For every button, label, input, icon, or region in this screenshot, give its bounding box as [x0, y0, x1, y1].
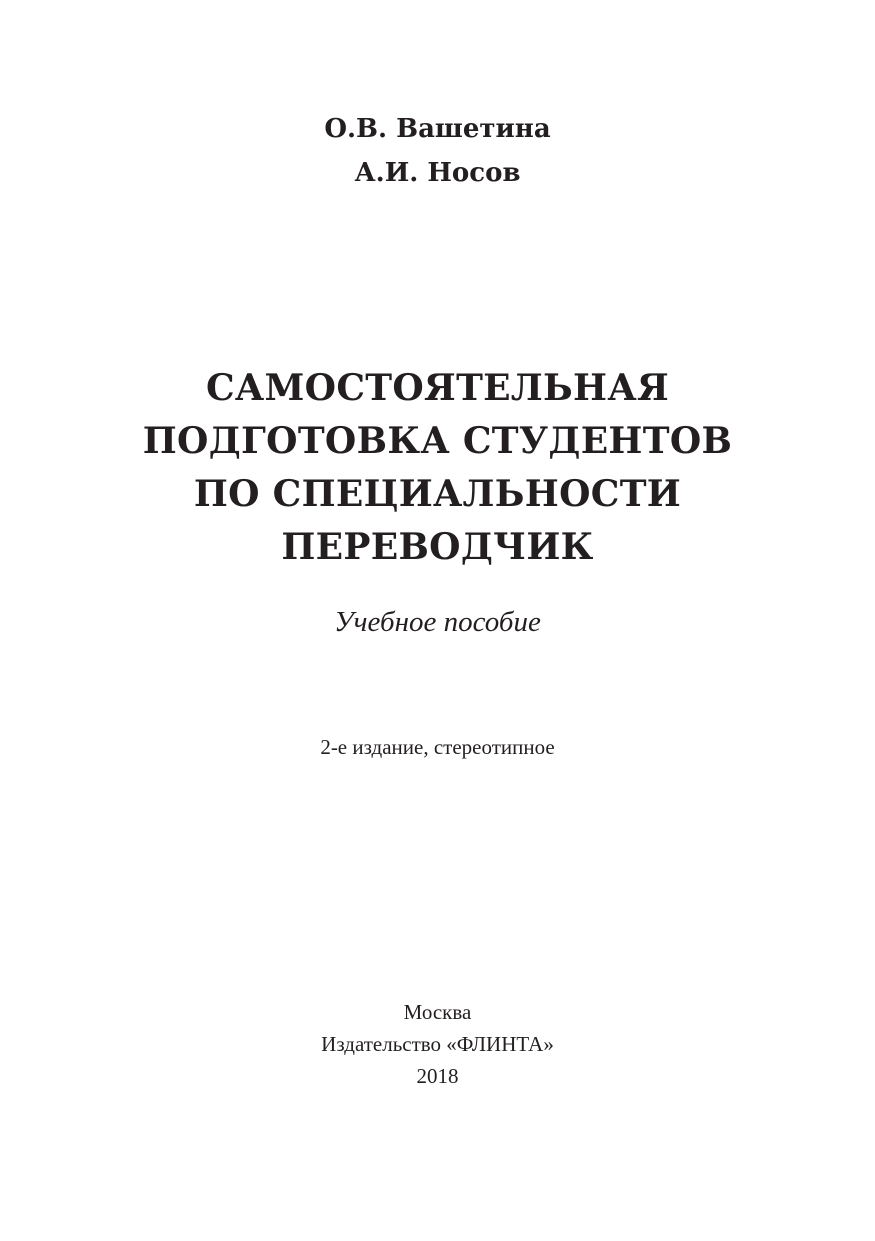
author-name: А.И. Носов [354, 158, 521, 188]
book-title-line: ПО СПЕЦИАЛЬНОСТИ [193, 473, 682, 515]
imprint-year: 2018 [416, 1064, 459, 1088]
imprint-publisher: Издательство «ФЛИНТА» [321, 1032, 554, 1056]
book-title-line: ПЕРЕВОДЧИК [281, 526, 594, 568]
book-title-line: ПОДГОТОВКА СТУДЕНТОВ [142, 420, 733, 462]
imprint [0, 996, 875, 1092]
book-subtitle: Учебное пособие [334, 606, 541, 638]
book-title [0, 362, 875, 574]
author-name: О.В. Вашетина [324, 114, 551, 144]
edition-note: 2-е издание, стереотипное [320, 735, 555, 759]
book-title-line: САМОСТОЯТЕЛЬНАЯ [205, 367, 670, 409]
imprint-city: Москва [403, 1000, 472, 1024]
